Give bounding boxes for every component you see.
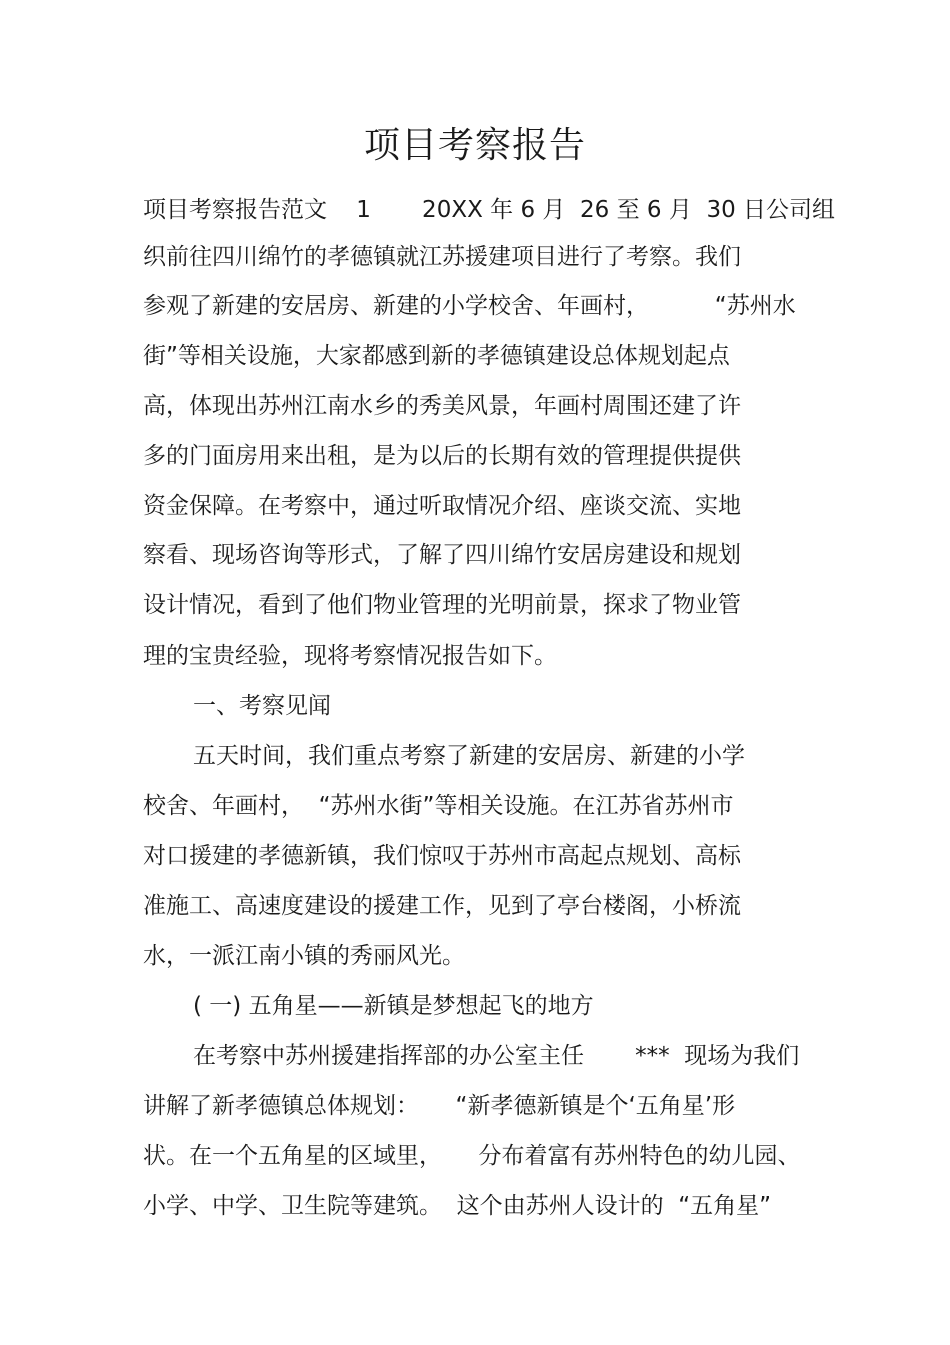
body-line: 水，一派江南小镇的秀丽风光。 — [143, 943, 465, 969]
body-line: 多的门面房用来出租，是为以后的长期有效的管理提供提供 — [143, 443, 741, 469]
section-heading: 一、考察见闻 — [193, 693, 331, 719]
body-line: 对口援建的孝德新镇，我们惊叹于苏州市高起点规划、高标 — [143, 843, 741, 869]
body-line: 项目考察报告范文 1 20XX 年 6 月 26 至 6 月 30 日公司组 — [143, 197, 836, 223]
body-line: 参观了新建的安居房、新建的小学校舍、年画村， “苏州水 — [143, 293, 796, 319]
body-line: 校舍、年画村， “苏州水街”等相关设施。在江苏省苏州市 — [143, 793, 734, 819]
body-line: 准施工、高速度建设的援建工作，见到了亭台楼阁，小桥流 — [143, 893, 741, 919]
body-line: 理的宝贵经验，现将考察情况报告如下。 — [143, 643, 557, 669]
body-line: 五天时间，我们重点考察了新建的安居房、新建的小学 — [193, 743, 745, 769]
body-line: 察看、现场咨询等形式，了解了四川绵竹安居房建设和规划 — [143, 542, 741, 568]
body-line: 街”等相关设施，大家都感到新的孝德镇建设总体规划起点 — [143, 343, 730, 369]
body-line: 高，体现出苏州江南水乡的秀美风景，年画村周围还建了许 — [143, 393, 741, 419]
subsection-heading: ( 一) 五角星——新镇是梦想起飞的地方 — [193, 993, 594, 1019]
body-line: 状。在一个五角星的区域里， 分布着富有苏州特色的幼儿园、 — [143, 1143, 801, 1169]
document-title: 项目考察报告 — [363, 125, 586, 166]
body-line: 在考察中苏州援建指挥部的办公室主任 *** 现场为我们 — [193, 1043, 800, 1069]
body-line: 小学、中学、卫生院等建筑。 这个由苏州人设计的 “五角星” — [143, 1193, 772, 1219]
body-line: 设计情况，看到了他们物业管理的光明前景，探求了物业管 — [143, 592, 741, 618]
body-line: 织前往四川绵竹的孝德镇就江苏援建项目进行了考察。我们 — [143, 244, 741, 270]
body-line: 讲解了新孝德镇总体规划： “新孝德新镇是个‘五角星’形 — [143, 1093, 736, 1119]
body-line: 资金保障。在考察中，通过听取情况介绍、座谈交流、实地 — [143, 493, 741, 519]
